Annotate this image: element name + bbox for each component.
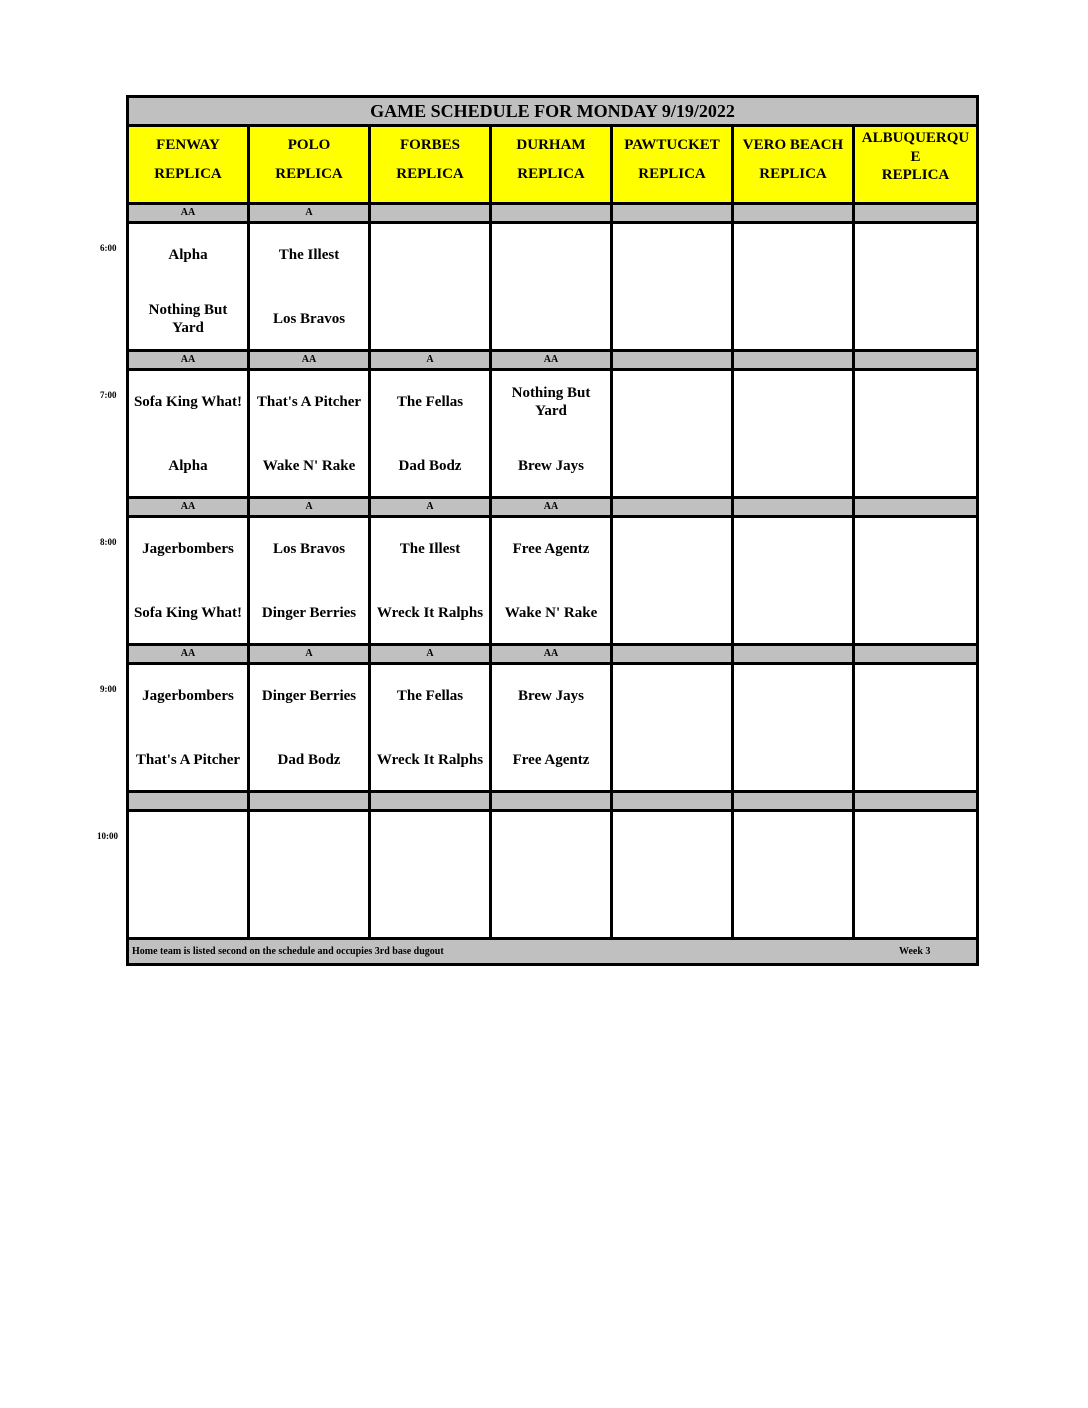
- away-team: Sofa King What!: [133, 394, 243, 410]
- league-cell: AA: [250, 352, 371, 368]
- league-cell: A: [250, 205, 371, 221]
- away-team: Jagerbombers: [142, 541, 234, 557]
- field-header-durham: [492, 127, 613, 202]
- league-cell: [855, 352, 976, 368]
- league-row: [129, 352, 976, 371]
- game-cell: [734, 665, 855, 790]
- game-cell: [250, 518, 371, 643]
- away-team: Free Agentz: [512, 541, 590, 557]
- game-cell: [855, 371, 976, 496]
- game-cell: [250, 371, 371, 496]
- league-cell: [371, 793, 492, 809]
- league-cell: A: [371, 499, 492, 515]
- footer-note: Home team is listed second on the schedule and occupies 3rd base dugout: [132, 946, 444, 957]
- away-team: Nothing But Yard: [511, 385, 591, 419]
- game-row: [129, 224, 976, 352]
- home-team: Wreck It Ralphs: [376, 752, 484, 768]
- league-row: [129, 205, 976, 224]
- game-cell: [613, 665, 734, 790]
- league-cell: [613, 205, 734, 221]
- field-header-row: [129, 127, 976, 205]
- field-header-fenway: [129, 127, 250, 202]
- league-row: [129, 499, 976, 518]
- game-cell: [492, 518, 613, 643]
- league-cell: [492, 205, 613, 221]
- schedule-title: GAME SCHEDULE FOR MONDAY 9/19/2022: [129, 98, 976, 127]
- away-team: The Fellas: [396, 394, 464, 410]
- field-header-pawtucket: [613, 127, 734, 202]
- game-cell: [129, 812, 250, 937]
- home-team: Free Agentz: [512, 752, 590, 768]
- league-cell: AA: [129, 499, 250, 515]
- home-team: Alpha: [168, 458, 208, 474]
- game-cell: [855, 812, 976, 937]
- league-cell: [129, 793, 250, 809]
- game-row: [129, 371, 976, 499]
- field-subtitle: REPLICA: [396, 166, 464, 182]
- away-team: Brew Jays: [518, 688, 584, 704]
- field-subtitle: REPLICA: [154, 166, 222, 182]
- week-label: Week 3: [899, 946, 931, 957]
- league-cell: [855, 646, 976, 662]
- time-label-9: 9:00: [100, 684, 117, 694]
- league-cell: [855, 499, 976, 515]
- game-cell: [613, 224, 734, 349]
- home-team: Wreck It Ralphs: [376, 605, 484, 621]
- home-team: Brew Jays: [518, 458, 584, 474]
- game-cell: [371, 812, 492, 937]
- schedule-table: [126, 95, 979, 966]
- away-team: The Illest: [278, 247, 340, 263]
- game-cell: [129, 665, 250, 790]
- game-cell: [129, 518, 250, 643]
- time-label-8: 8:00: [100, 537, 117, 547]
- away-team: Los Bravos: [272, 541, 346, 557]
- field-name: FENWAY: [156, 137, 220, 153]
- away-team: Alpha: [168, 247, 208, 263]
- game-cell: [129, 371, 250, 496]
- field-header-vero-beach: [734, 127, 855, 202]
- game-cell: [250, 224, 371, 349]
- home-team: Dad Bodz: [398, 458, 462, 474]
- league-cell: AA: [492, 499, 613, 515]
- field-name: POLO: [287, 137, 331, 153]
- league-cell: AA: [129, 352, 250, 368]
- game-cell: [734, 812, 855, 937]
- home-team: Wake N' Rake: [262, 458, 356, 474]
- time-label-7: 7:00: [100, 390, 117, 400]
- game-cell: [734, 518, 855, 643]
- time-label-6: 6:00: [100, 243, 117, 253]
- game-cell: [855, 518, 976, 643]
- time-slots: [129, 205, 976, 940]
- game-cell: [613, 812, 734, 937]
- league-cell: [613, 499, 734, 515]
- field-subtitle: REPLICA: [517, 166, 585, 182]
- league-cell: [734, 646, 855, 662]
- game-cell: [492, 371, 613, 496]
- league-cell: [613, 793, 734, 809]
- game-cell: [492, 812, 613, 937]
- league-cell: [613, 646, 734, 662]
- league-row: [129, 793, 976, 812]
- home-team: Wake N' Rake: [504, 605, 598, 621]
- away-team: Dinger Berries: [261, 688, 357, 704]
- league-cell: A: [250, 646, 371, 662]
- game-cell: [613, 518, 734, 643]
- footer: [129, 940, 976, 963]
- league-cell: [734, 793, 855, 809]
- league-cell: [492, 793, 613, 809]
- game-cell: [855, 665, 976, 790]
- away-team: The Fellas: [396, 688, 464, 704]
- league-cell: [734, 205, 855, 221]
- home-team: Dinger Berries: [261, 605, 357, 621]
- league-cell: [613, 352, 734, 368]
- field-subtitle: REPLICA: [759, 166, 827, 182]
- home-team: Nothing But Yard: [148, 302, 228, 336]
- league-cell: AA: [492, 352, 613, 368]
- field-name: DURHAM: [516, 137, 586, 153]
- league-cell: [250, 793, 371, 809]
- field-name: VERO BEACH: [742, 137, 844, 153]
- game-row: [129, 665, 976, 793]
- league-cell: [371, 205, 492, 221]
- league-cell: AA: [129, 646, 250, 662]
- game-cell: [734, 224, 855, 349]
- home-team: Dad Bodz: [277, 752, 341, 768]
- league-row: [129, 646, 976, 665]
- game-cell: [613, 371, 734, 496]
- field-header-forbes: [371, 127, 492, 202]
- field-subtitle: REPLICA: [275, 166, 343, 182]
- game-cell: [855, 224, 976, 349]
- game-cell: [492, 665, 613, 790]
- away-team: The Illest: [399, 541, 461, 557]
- game-row: [129, 812, 976, 940]
- field-subtitle: REPLICA: [881, 167, 950, 183]
- league-cell: A: [250, 499, 371, 515]
- league-cell: [734, 499, 855, 515]
- field-name: PAWTUCKET: [624, 137, 720, 153]
- league-cell: A: [371, 646, 492, 662]
- game-cell: [371, 224, 492, 349]
- league-cell: A: [371, 352, 492, 368]
- game-cell: [492, 224, 613, 349]
- field-subtitle: REPLICA: [638, 166, 706, 182]
- game-cell: [371, 371, 492, 496]
- game-cell: [250, 665, 371, 790]
- home-team: That's A Pitcher: [135, 752, 241, 768]
- field-name: FORBES: [399, 137, 460, 153]
- game-cell: [129, 224, 250, 349]
- away-team: That's A Pitcher: [256, 394, 362, 410]
- league-cell: [734, 352, 855, 368]
- league-cell: [855, 205, 976, 221]
- away-team: Jagerbombers: [142, 688, 234, 704]
- game-row: [129, 518, 976, 646]
- league-cell: [855, 793, 976, 809]
- home-team: Los Bravos: [272, 311, 346, 327]
- game-cell: [250, 812, 371, 937]
- game-cell: [734, 371, 855, 496]
- game-cell: [371, 518, 492, 643]
- league-cell: AA: [129, 205, 250, 221]
- league-cell: AA: [492, 646, 613, 662]
- time-label-10: 10:00: [97, 831, 118, 841]
- field-name: ALBUQUERQUE: [861, 130, 970, 165]
- field-header-polo: [250, 127, 371, 202]
- field-header-albuquerque: [855, 127, 976, 202]
- home-team: Sofa King What!: [133, 605, 243, 621]
- game-cell: [371, 665, 492, 790]
